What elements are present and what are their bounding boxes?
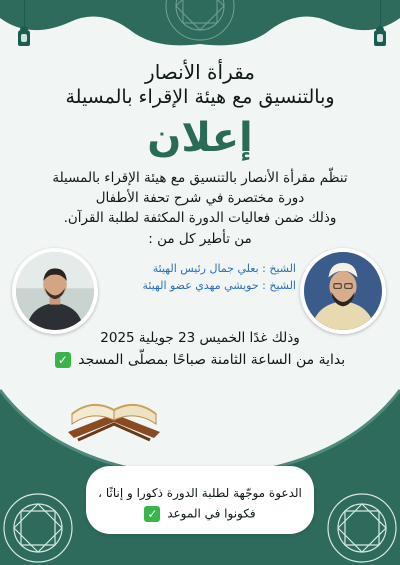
speaker-photo (12, 248, 98, 334)
announcement-line: وذلك ضمن فعاليات الدورة المكثفة لطلبة القرآن. (63, 210, 337, 226)
page-title: إعلان (147, 115, 253, 161)
footer-card (86, 466, 314, 534)
event-date: وذلك غدًا الخميس 23 جويلية 2025 (100, 330, 300, 346)
lantern-icon (16, 0, 32, 46)
speaker-name: الشيخ : حويشي مهدي عضو الهيئة (142, 279, 296, 292)
event-time (0, 352, 400, 368)
lantern-icon (372, 0, 388, 46)
footer-reminder (0, 506, 400, 522)
event-time-text: بداية من الساعة الثامنة صباحًا بمصلّى المسجد (78, 352, 346, 368)
speaker-photo (300, 248, 386, 334)
partner-line: وبالتنسيق مع هيئة الإقراء بالمسيلة (65, 86, 335, 108)
footer-reminder-text: فكونوا في الموعد (167, 506, 256, 521)
supervisors-intro: من تأطير كل من : (148, 231, 252, 247)
footer-invitation: الدعوة موجّهة لطلبة الدورة ذكورا و إناثًا ، (98, 486, 302, 500)
quran-on-stand-icon (58, 384, 170, 446)
speaker-name: الشيخ : بعلي جمال رئيس الهيئة (152, 262, 296, 275)
check-mark-icon: ✓ (144, 506, 160, 522)
organizer-name: مقرأة الأنصار (145, 60, 255, 84)
check-mark-icon: ✓ (55, 352, 71, 368)
announcement-line: دورة مختصرة في شرح تحفة الأطفال (95, 190, 305, 206)
announcement-line: تنظّم مقرأة الأنصار بالتنسيق مع هيئة الإقراء بالمسيلة (52, 170, 348, 186)
